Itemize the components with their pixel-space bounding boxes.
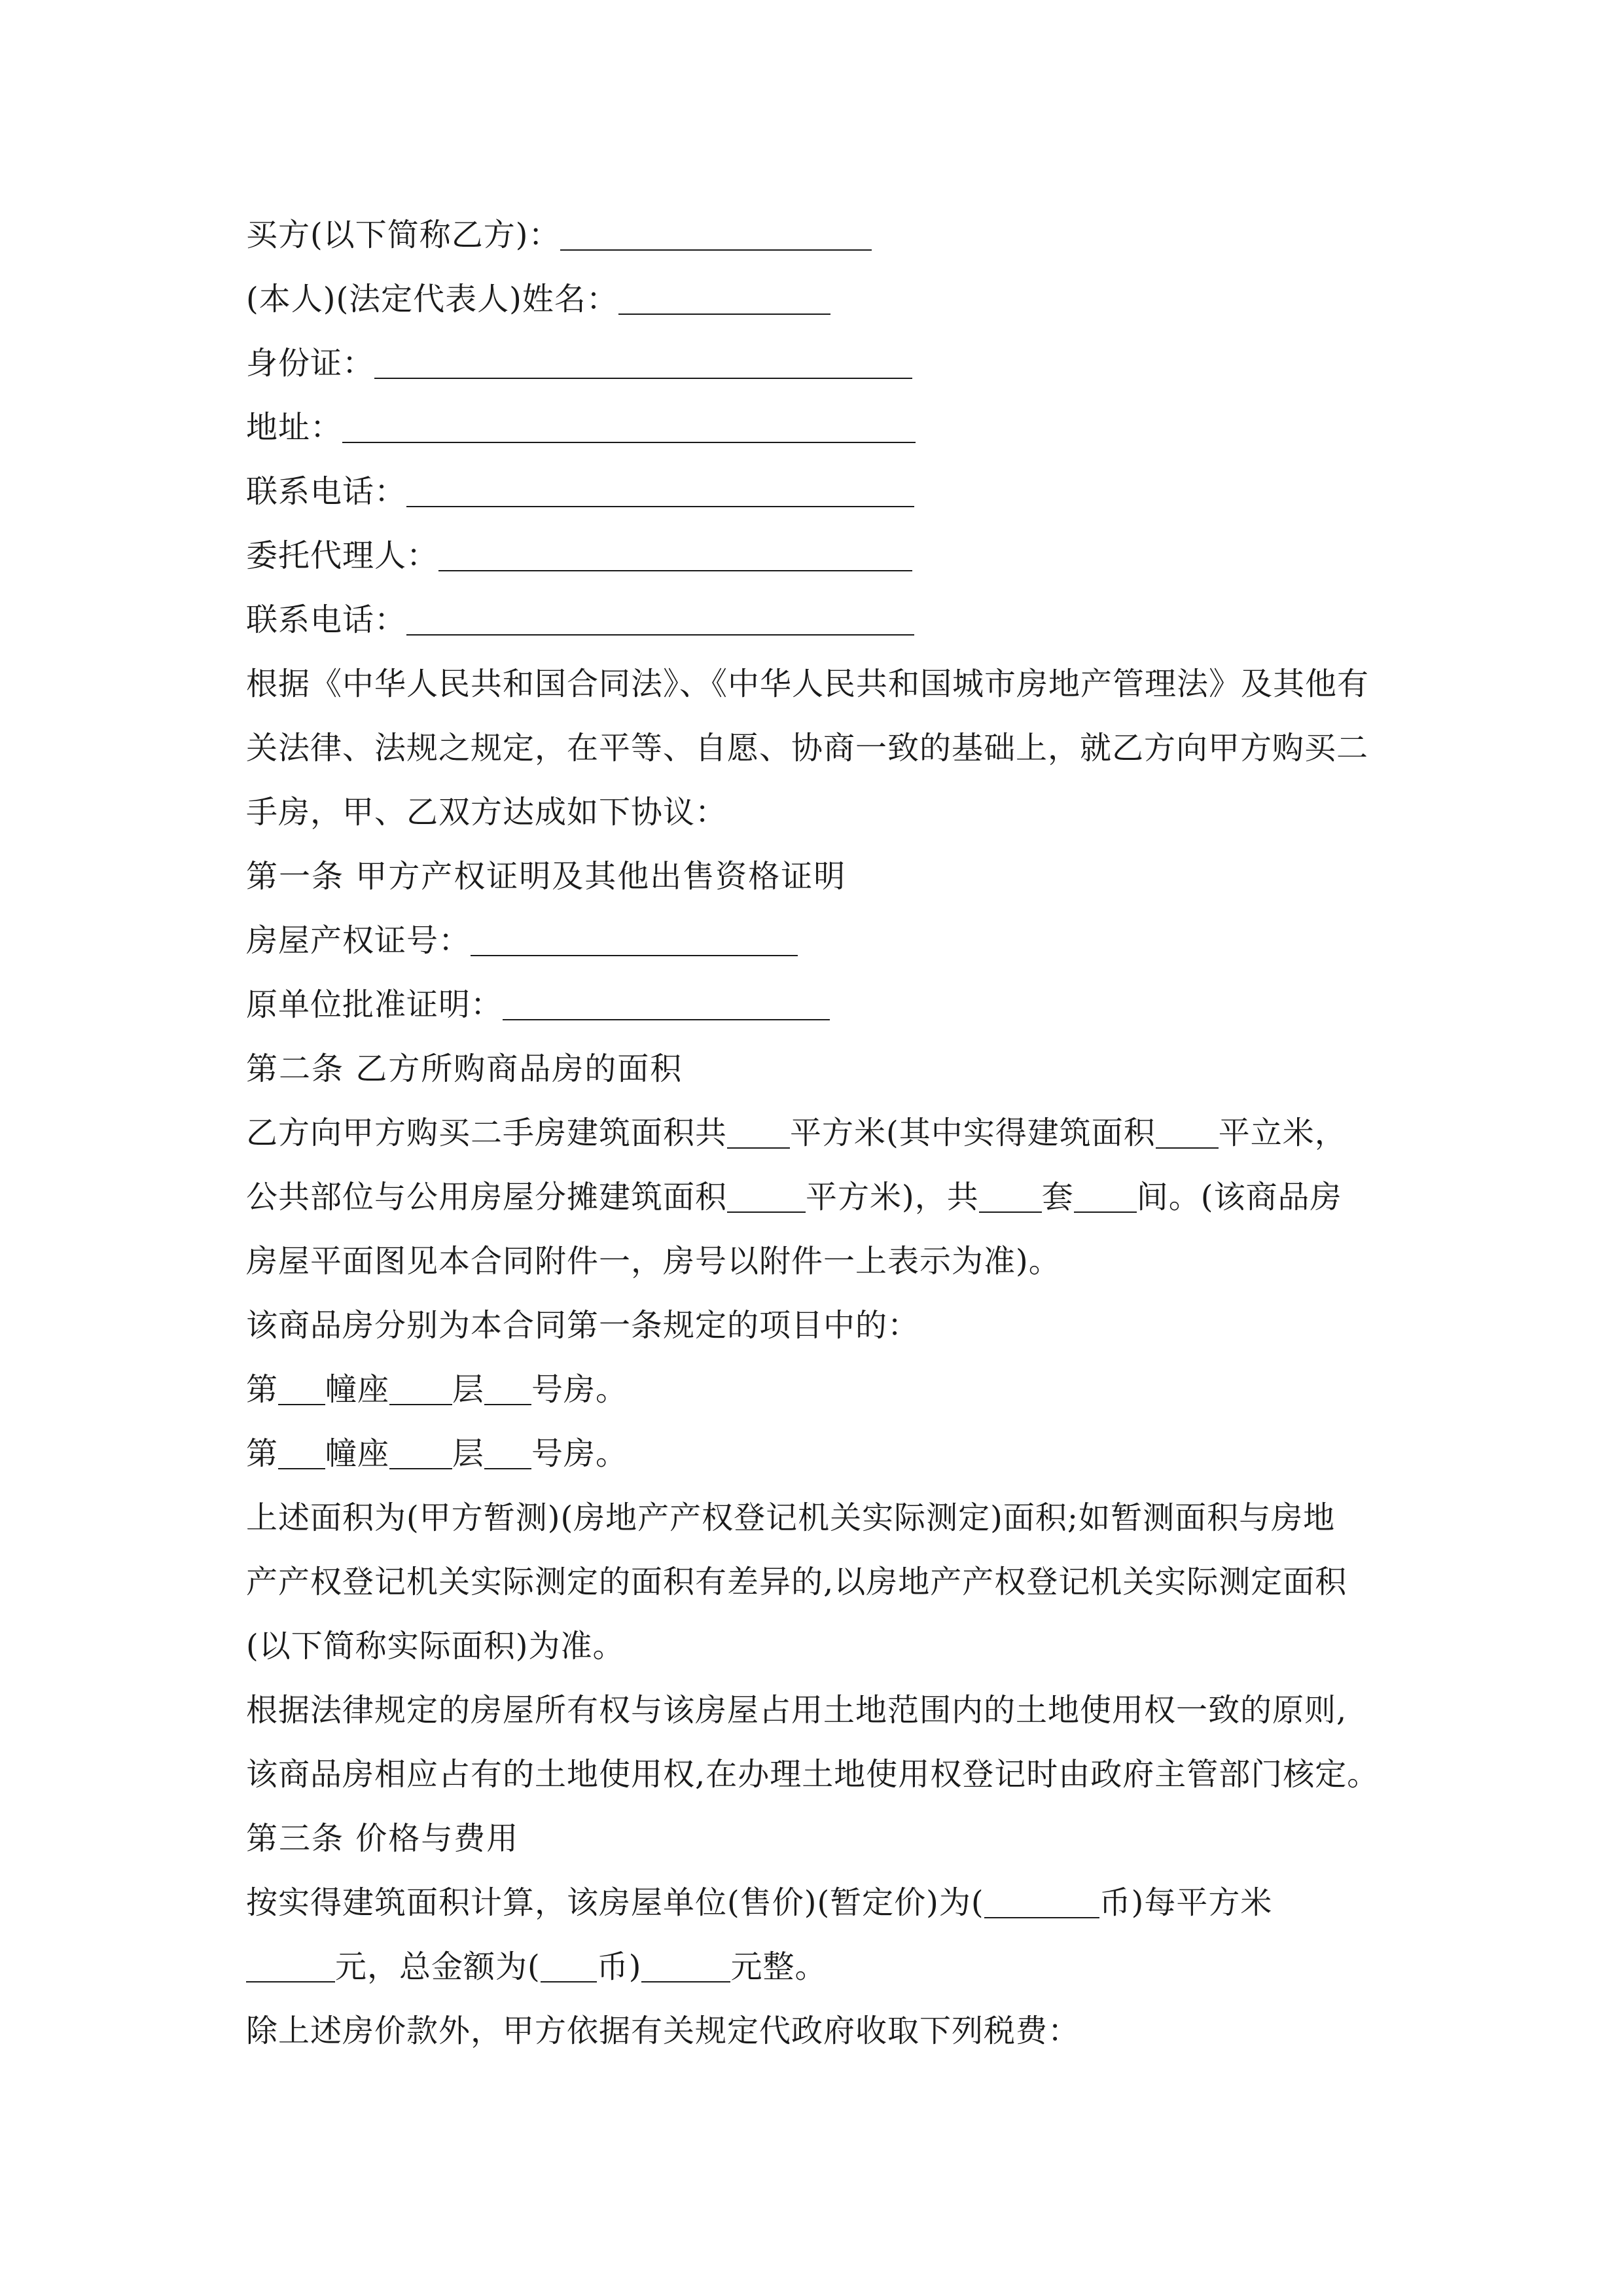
article-1-title: 第一条 甲方产权证明及其他出售资格证明 <box>246 858 847 895</box>
unit1-room-blank[interactable] <box>484 1367 531 1405</box>
area-line-3: 房屋平面图见本合同附件一，房号以附件一上表示为准)。 <box>246 1243 1061 1280</box>
address-line <box>246 395 1398 459</box>
unit2-building-blank[interactable] <box>278 1431 325 1469</box>
approval-blank[interactable] <box>503 982 830 1020</box>
unit2-text-b: 幢座 <box>325 1435 390 1472</box>
phone-label: 联系电话： <box>246 473 407 510</box>
agent-line <box>246 524 1398 588</box>
unit1-text-d: 号房。 <box>531 1371 628 1408</box>
actual-area-blank[interactable] <box>1156 1111 1219 1149</box>
address-blank[interactable] <box>342 405 916 443</box>
land-line-2: 该商品房相应占有的土地使用权,在办理土地使用权登记时由政府主管部门核定。 <box>246 1756 1380 1793</box>
unit-line-2 <box>246 1422 1398 1486</box>
unit-line-1 <box>246 1357 1398 1422</box>
unit2-text-d: 号房。 <box>531 1435 628 1472</box>
fees-line: 除上述房价款外，甲方依据有关规定代政府收取下列税费： <box>246 2013 1080 2049</box>
unit1-building-blank[interactable] <box>278 1367 325 1405</box>
price-line-1 <box>246 1871 1398 1935</box>
name-blank[interactable] <box>618 277 830 315</box>
intro-line-1: 根据《中华人民共和国合同法》、《中华人民共和国城市房地产管理法》及其他有 <box>246 666 1370 702</box>
contract-body <box>246 203 1398 2063</box>
address-label: 地址： <box>246 409 343 446</box>
area-text-b: 平方米(其中实得建筑面积 <box>790 1115 1156 1151</box>
cert-line <box>246 908 1398 973</box>
cert-blank[interactable] <box>471 918 798 956</box>
agent-label: 委托代理人： <box>246 537 439 574</box>
area-line-5: 上述面积为(甲方暂测)(房地产产权登记机关实际测定)面积;如暂测面积与房地 <box>246 1499 1336 1536</box>
unit2-floor-blank[interactable] <box>389 1431 452 1469</box>
price-text-b: 币)每平方米 <box>1099 1884 1273 1921</box>
shared-text-c: 套 <box>1041 1179 1074 1215</box>
agent-phone-line <box>246 588 1398 652</box>
approval-line <box>246 973 1398 1037</box>
unit1-text-c: 层 <box>452 1371 485 1408</box>
shared-text-d: 间。(该商品房 <box>1136 1179 1342 1215</box>
shared-text-a: 公共部位与公用房屋分摊建筑面积 <box>246 1179 728 1215</box>
unit2-text-a: 第 <box>246 1435 279 1472</box>
shared-text-b: 平方米)，共 <box>806 1179 979 1215</box>
buyer-line <box>246 203 1398 267</box>
unit2-room-blank[interactable] <box>484 1431 531 1469</box>
area-line-1 <box>246 1101 1398 1165</box>
phone-line <box>246 459 1398 524</box>
sets-blank[interactable] <box>979 1175 1042 1213</box>
area-line-4: 该商品房分别为本合同第一条规定的项目中的： <box>246 1307 920 1344</box>
phone-blank[interactable] <box>406 469 914 507</box>
area-line-7: (以下简称实际面积)为准。 <box>246 1628 625 1664</box>
unit1-text-b: 幢座 <box>325 1371 390 1408</box>
area-text-a: 乙方向甲方购买二手房建筑面积共 <box>246 1115 728 1151</box>
cert-label: 房屋产权证号： <box>246 922 471 959</box>
rooms-blank[interactable] <box>1074 1175 1137 1213</box>
id-line <box>246 331 1398 395</box>
id-blank[interactable] <box>374 341 912 379</box>
name-line <box>246 267 1398 331</box>
land-line-1: 根据法律规定的房屋所有权与该房屋占用土地范围内的土地使用权一致的原则, <box>246 1692 1347 1729</box>
total-text-b: 币) <box>596 1948 642 1985</box>
total-area-blank[interactable] <box>727 1111 790 1149</box>
buyer-label: 买方(以下简称乙方)： <box>246 217 561 253</box>
article-3-title: 第三条 价格与费用 <box>246 1820 520 1857</box>
total-currency-blank[interactable] <box>541 1945 597 1982</box>
shared-area-blank[interactable] <box>727 1175 806 1213</box>
currency-blank[interactable] <box>984 1880 1099 1918</box>
unit2-text-c: 层 <box>452 1435 485 1472</box>
unit1-floor-blank[interactable] <box>389 1367 452 1405</box>
approval-label: 原单位批准证明： <box>246 986 503 1023</box>
intro-line-2: 关法律、法规之规定，在平等、自愿、协商一致的基础上，就乙方向甲方购买二 <box>246 730 1369 766</box>
article-2-title: 第二条 乙方所购商品房的面积 <box>246 1050 683 1087</box>
price-text-a: 按实得建筑面积计算，该房屋单位(售价)(暂定价)为( <box>246 1884 984 1921</box>
total-amount-blank[interactable] <box>641 1945 730 1982</box>
area-line-2 <box>246 1165 1398 1229</box>
total-text-a: 元，总金额为( <box>335 1948 541 1985</box>
id-label: 身份证： <box>246 345 375 382</box>
agent-blank[interactable] <box>438 533 912 571</box>
total-text-c: 元整。 <box>730 1948 827 1985</box>
buyer-blank[interactable] <box>560 213 872 251</box>
intro-line-3: 手房，甲、乙双方达成如下协议： <box>246 794 728 831</box>
name-label: (本人)(法定代表人)姓名： <box>246 281 618 317</box>
area-line-6: 产产权登记机关实际测定的面积有差异的,以房地产产权登记机关实际测定面积 <box>246 1564 1347 1600</box>
unit-price-blank[interactable] <box>246 1945 335 1982</box>
unit1-text-a: 第 <box>246 1371 279 1408</box>
agent-phone-blank[interactable] <box>406 598 914 636</box>
area-text-c: 平立米， <box>1218 1115 1347 1151</box>
price-line-2 <box>246 1935 1398 1999</box>
agent-phone-label: 联系电话： <box>246 601 407 638</box>
